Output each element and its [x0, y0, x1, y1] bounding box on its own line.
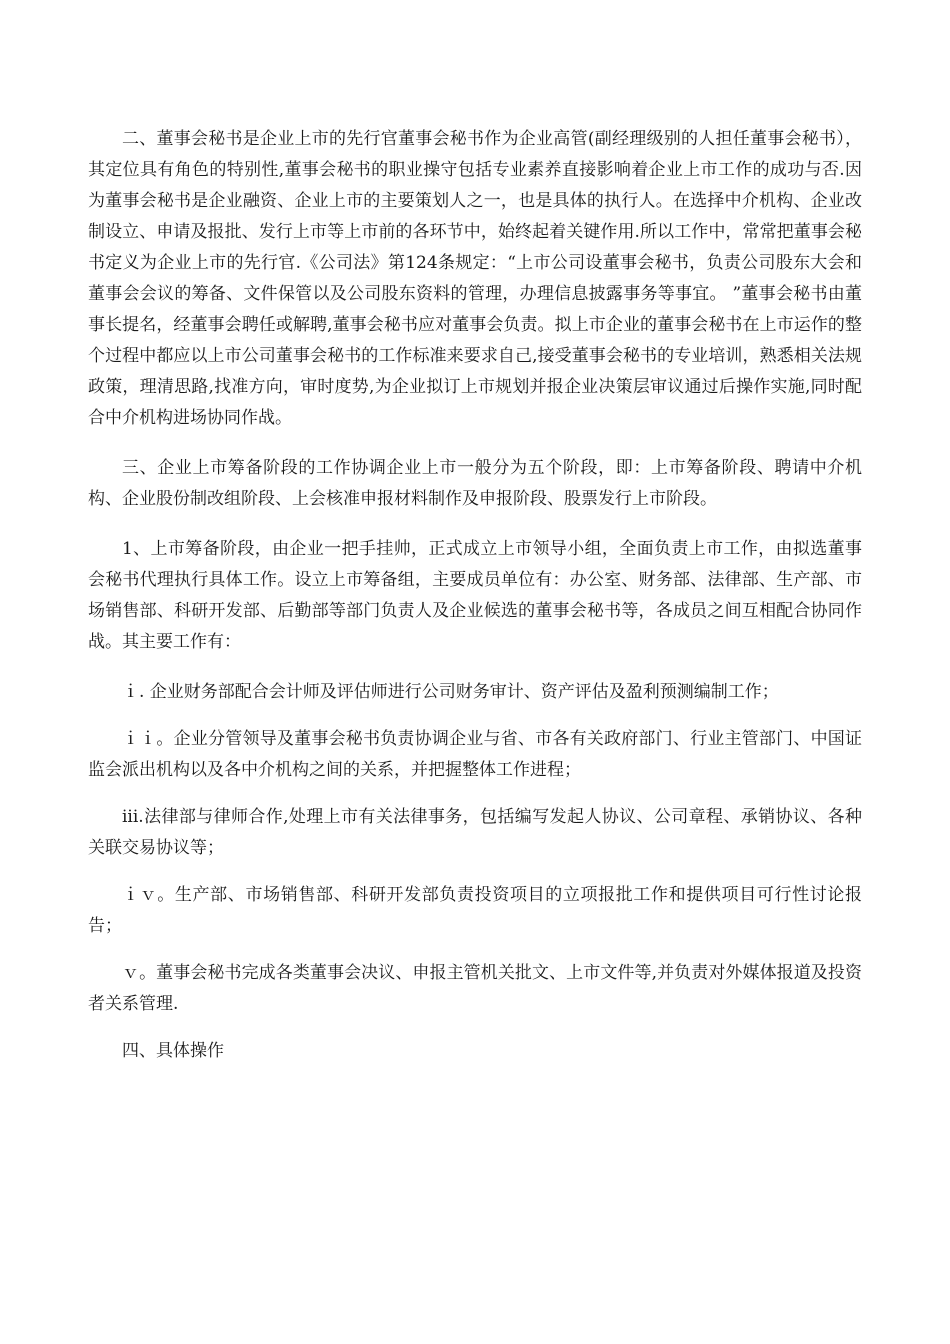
list-item-coordination: ｉｉ。企业分管领导及董事会秘书负责协调企业与省、市各有关政府部门、行业主管部门、中国证监会派出机构以及各中介机构之间的关系，并把握整体工作进程； [88, 729, 862, 780]
paragraph-preparation-stage: 1、上市筹备阶段，由企业一把手挂帅，正式成立上市领导小组，全面负责上市工作，由拟选董事会秘书代理执行具体工作。设立上市筹备组，主要成员单位有：办公室、财务部、法律部、生产部、市场销售部、科研开发部、后勤部等部门负责人及企业候选的董事会秘书等，各成员之间互相配合协同作战。其主要工作有： [88, 539, 862, 652]
paragraph-board-secretary-role: 二、董事会秘书是企业上市的先行官董事会秘书作为企业高管(副经理级别的人担任董事会秘书），其定位具有角色的特别性,董事会秘书的职业操守包括专业素养直接影响着企业上市工作的成功与否.因为董事会秘书是企业融资、企业上市的主要策划人之一，也是具体的执行人。在选择中介机构、企业改制设立、申请及报批、发行上市等上市前的各环节中，始终起着关键作用.所以工作中，常常把董事会秘书定义为企业上市的先行官.《公司法》第124条规定：“上市公司设董事会秘书，负责公司股东大会和董事会会议的筹备、文件保管以及公司股东资料的管理，办理信息披露事务等事宜。 ”董事会秘书由董事长提名，经董事会聘任或解聘,董事会秘书应对董事会负责。拟上市企业的董事会秘书在上市运作的整个过程中都应以上市公司董事会秘书的工作标准来要求自己,接受董事会秘书的专业培训，熟悉相关法规政策，理清思路,找准方向，审时度势,为企业拟订上市规划并报企业决策层审议通过后操作实施,同时配合中介机构进场协同作战。 [88, 129, 862, 428]
list-item-project-approval: ｉｖ。生产部、市场销售部、科研开发部负责投资项目的立项报批工作和提供项目可行性讨论报告； [88, 885, 862, 936]
list-item-finance-audit: ｉ. 企业财务部配合会计师及评估师进行公司财务审计、资产评估及盈利预测编制工作； [122, 682, 779, 702]
document-body [88, 124, 862, 1086]
list-item-legal-affairs: iii.法律部与律师合作,处理上市有关法律事务，包括编写发起人协议、公司章程、承销协议、各种关联交易协议等； [88, 807, 862, 858]
list-item-secretary-duties: ｖ。董事会秘书完成各类董事会决议、申报主管机关批文、上市文件等,并负责对外媒体报道及投资者关系管理. [88, 963, 862, 1014]
section-heading-operations: 四、具体操作 [122, 1041, 224, 1061]
paragraph-listing-stages: 三、企业上市筹备阶段的工作协调企业上市一般分为五个阶段，即：上市筹备阶段、聘请中介机构、企业股份制改组阶段、上会核准申报材料制作及申报阶段、股票发行上市阶段。 [88, 458, 862, 509]
